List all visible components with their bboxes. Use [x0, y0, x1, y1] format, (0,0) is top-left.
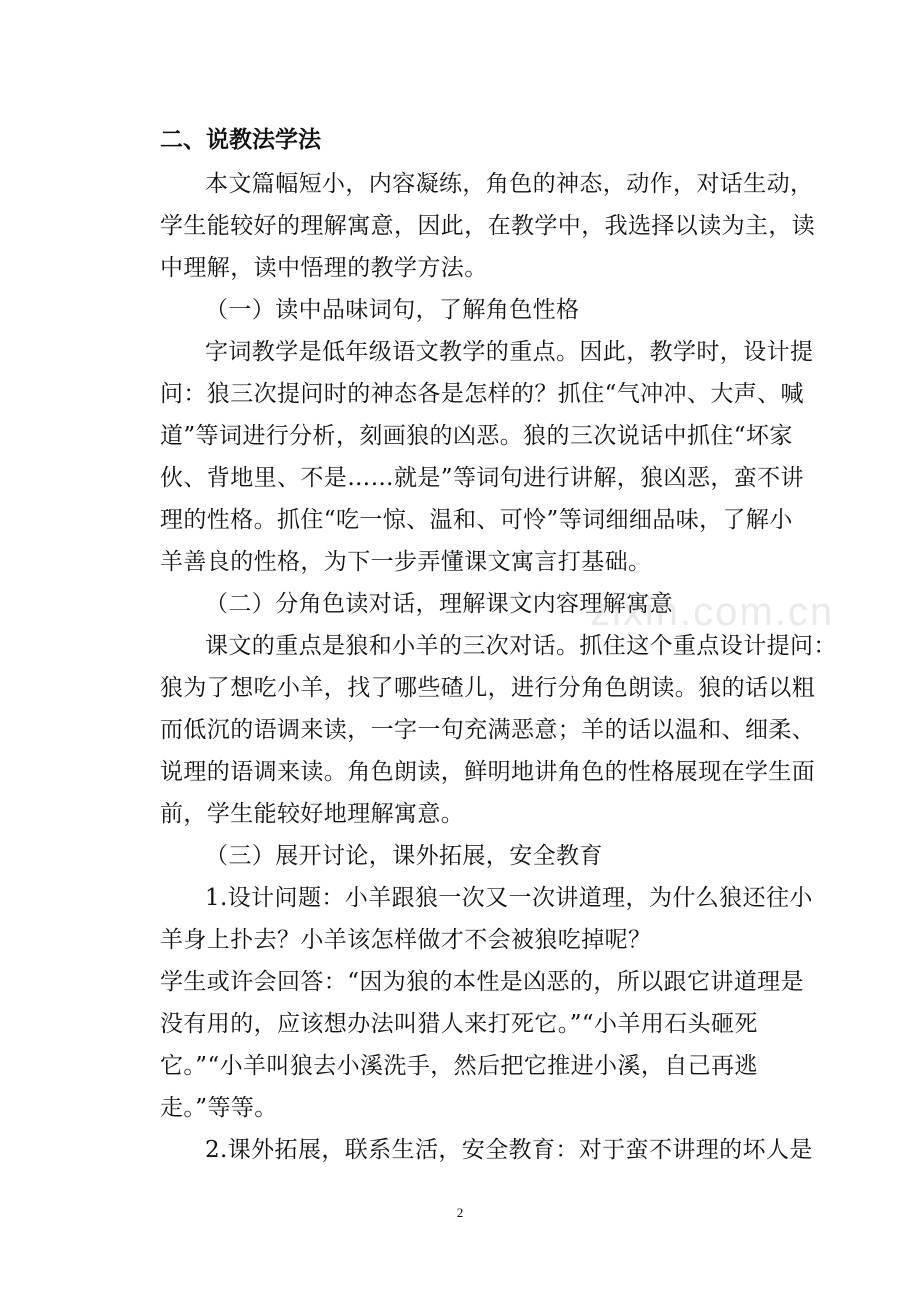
paragraph-line: 说理的语调来读。角色朗读，鲜明地讲角色的性格展现在学生面	[160, 759, 816, 785]
paragraph-line: 学生能较好的理解寓意，因此，在教学中，我选择以读为主，读	[160, 213, 816, 239]
paragraph-line: 羊善良的性格，为下一步弄懂课文寓言打基础。	[160, 549, 652, 575]
paragraph-line: 中理解，读中悟理的教学方法。	[160, 255, 488, 281]
paragraph-line: 没有用的，应该想办法叫猎人来打死它。”“小羊用石头砸死	[160, 1011, 758, 1037]
paragraph-line: 前，学生能较好地理解寓意。	[160, 801, 465, 827]
section-heading: 二、说教法学法	[160, 126, 321, 153]
paragraph-line: 它。”“小羊叫狼去小溪洗手，然后把它推进小溪，自己再逃	[160, 1053, 758, 1079]
subheading-line: （三）展开讨论，课外拓展，安全教育	[205, 843, 603, 869]
page-number: 2	[456, 1205, 464, 1220]
paragraph-line: 课文的重点是狼和小羊的三次对话。抓住这个重点设计提问：	[205, 633, 837, 659]
paragraph-line: 道”等词进行分析，刻画狼的凶恶。狼的三次说话中抓住“坏家	[160, 423, 793, 449]
paragraph-line: 理的性格。抓住“吃一惊、温和、可怜”等词细细品味，了解小	[160, 507, 793, 533]
watermark: zixin.com.cn	[590, 590, 835, 634]
paragraph-line: 2.课外拓展，联系生活，安全教育：对于蛮不讲理的坏人是	[205, 1137, 813, 1163]
paragraph-line: 伙、背地里、不是……就是”等词句进行讲解，狼凶恶，蛮不讲	[160, 465, 804, 491]
paragraph-line: 字词教学是低年级语文教学的重点。因此，教学时，设计提	[205, 339, 814, 365]
paragraph-line: 1.设计问题：小羊跟狼一次又一次讲道理，为什么狼还往小	[205, 885, 813, 911]
subheading-line: （一）读中品味词句，了解角色性格	[205, 297, 580, 323]
paragraph-line: 而低沉的语调来读，一字一句充满恶意；羊的话以温和、细柔、	[160, 717, 816, 743]
paragraph-line: 狼为了想吃小羊，找了哪些碴儿，进行分角色朗读。狼的话以粗	[160, 675, 816, 701]
paragraph-line: 羊身上扑去？小羊该怎样做才不会被狼吃掉呢？	[160, 927, 652, 953]
paragraph-line: 走。”等等。	[160, 1095, 278, 1121]
paragraph-line: 问：狼三次提问时的神态各是怎样的？抓住“气冲冲、大声、喊	[160, 381, 804, 407]
paragraph-line: 本文篇幅短小，内容凝练，角色的神态，动作，对话生动，	[205, 171, 814, 197]
subheading-line: （二）分角色读对话，理解课文内容理解寓意	[205, 591, 673, 617]
paragraph-line: 学生或许会回答：“因为狼的本性是凶恶的，所以跟它讲道理是	[160, 969, 804, 995]
